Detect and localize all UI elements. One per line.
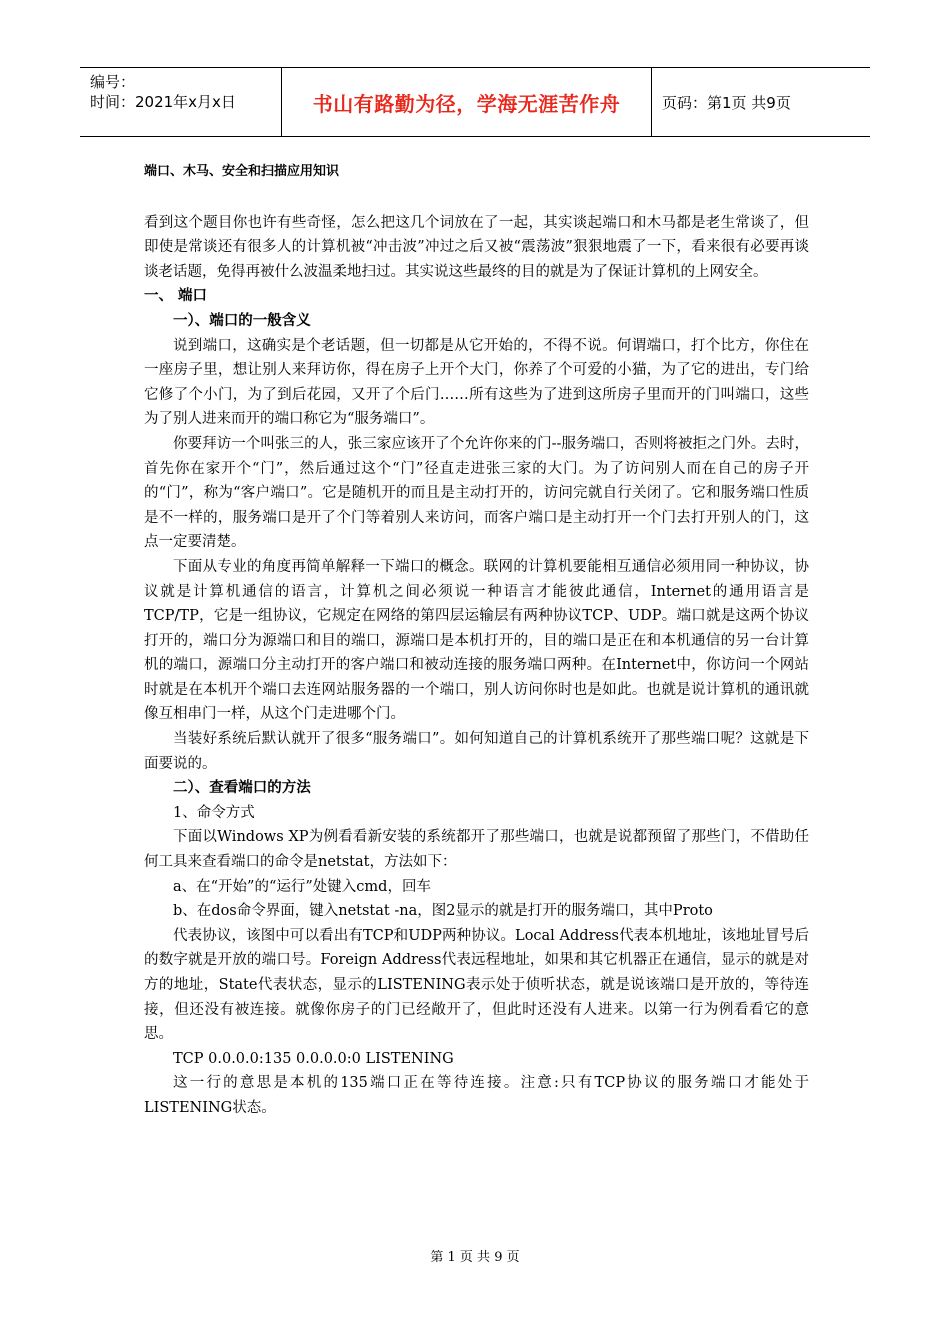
paragraph: 下面以Windows XP为例看看新安装的系统都开了那些端口，也就是说都预留了那些门，不借助任何工具来查看端口的命令是netstat，方法如下： — [144, 829, 809, 871]
list-heading: 1、命令方式 — [173, 804, 255, 821]
header-meta — [80, 68, 282, 136]
number-label: 编号： — [90, 73, 136, 91]
paragraph: 你要拜访一个叫张三的人，张三家应该开了个允许你来的门--服务端口，否则将被拒之门外。去时，首先你在家开个“门”，然后通过这个“门”径直走进张三家的大门。为了访问别人而在自己的房子开的“门”，称为“客户端口”。它是随机开的而且是主动打开的，访问完就自行关闭了。它和服务端口性质是不一样的，服务端口是开了个门等着别人来访问，而客户端口是主动打开一个门去打开别人的门，这点一定要清楚。 — [144, 435, 809, 551]
paragraph: 这一行的意思是本机的135端口正在等待连接。注意:只有TCP协议的服务端口才能处于LISTENING状态。 — [144, 1075, 809, 1116]
subsection-heading: 一）、端口的一般含义 — [173, 311, 311, 329]
page-footer: 第 1 页 共 9 页 — [430, 1250, 520, 1265]
code-line: TCP 0.0.0.0:135 0.0.0.0:0 LISTENING — [173, 1050, 454, 1067]
header-motto: 书山有路勤为径，学海无涯苦作舟 — [282, 68, 652, 136]
page-header — [80, 67, 870, 137]
document-body — [144, 160, 809, 1121]
time-label: 时间：2021年x月x日 — [90, 93, 236, 111]
list-item: b、在dos命令界面，键入netstat -na，图2显示的就是打开的服务端口，其中Proto — [173, 903, 713, 920]
header-page-info: 页码：第1页 共9页 — [662, 93, 791, 112]
list-item: a、在“开始”的“运行”处键入cmd，回车 — [173, 878, 431, 895]
subsection-heading: 二）、查看端口的方法 — [173, 779, 311, 797]
paragraph: 代表协议，该图中可以看出有TCP和UDP两种协议。Local Address代表本机地址，该地址冒号后的数字就是开放的端口号。Foreign Address代表远程地址，如果和其它机器正在通信，显示的就是对方的地址，State代表状态，显示的LISTENING表示处于侦听状态，就是说该端口是开放的，等待连接，但还没有被连接。就像你房子的门已经敞开了，但此时还没有人进来。以第一行为例看看它的意思。 — [144, 927, 809, 1043]
document-title: 端口、木马、安全和扫描应用知识 — [144, 164, 340, 179]
section-heading: 一、 端口 — [144, 287, 208, 305]
paragraph: 当装好系统后默认就开了很多“服务端口”。如何知道自己的计算机系统开了那些端口呢？这就是下面要说的。 — [144, 731, 809, 772]
paragraph: 下面从专业的角度再简单解释一下端口的概念。联网的计算机要能相互通信必须用同一种协议，协议就是计算机通信的语言，计算机之间必须说一种语言才能彼此通信，Internet的通用语言是TCP/TP，它是一组协议，它规定在网络的第四层运输层有两种协议TCP、UDP。端口就是这两个协议打开的，端口分为源端口和目的端口，源端口是本机打开的，目的端口是正在和本机通信的另一台计算机的端口，源端口分主动打开的客户端口和被动连接的服务端口两种。在Internet中，你访问一个网站时就是在本机开个端口去连网站服务器的一个端口，别人访问你时也是如此。也就是说计算机的通讯就像互相串门一样，从这个门走进哪个门。 — [144, 558, 809, 723]
paragraph: 说到端口，这确实是个老话题，但一切都是从它开始的，不得不说。何谓端口，打个比方，你住在一座房子里，想让别人来拜访你，得在房子上开个大门，你养了个可爱的小猫，为了它的进出，专门给它修了个小门，为了到后花园，又开了个后门……所有这些为了进到这所房子里而开的门叫端口，这些为了别人进来而开的端口称它为“服务端口”。 — [144, 337, 809, 428]
paragraph: 看到这个题目你也许有些奇怪，怎么把这几个词放在了一起，其实谈起端口和木马都是老生常谈了，但即使是常谈还有很多人的计算机被“冲击波”冲过之后又被“震荡波”狠狠地震了一下，看来很有必要再谈谈老话题，免得再被什么波温柔地扫过。其实说这些最终的目的就是为了保证计算机的上网安全。 — [144, 214, 809, 280]
